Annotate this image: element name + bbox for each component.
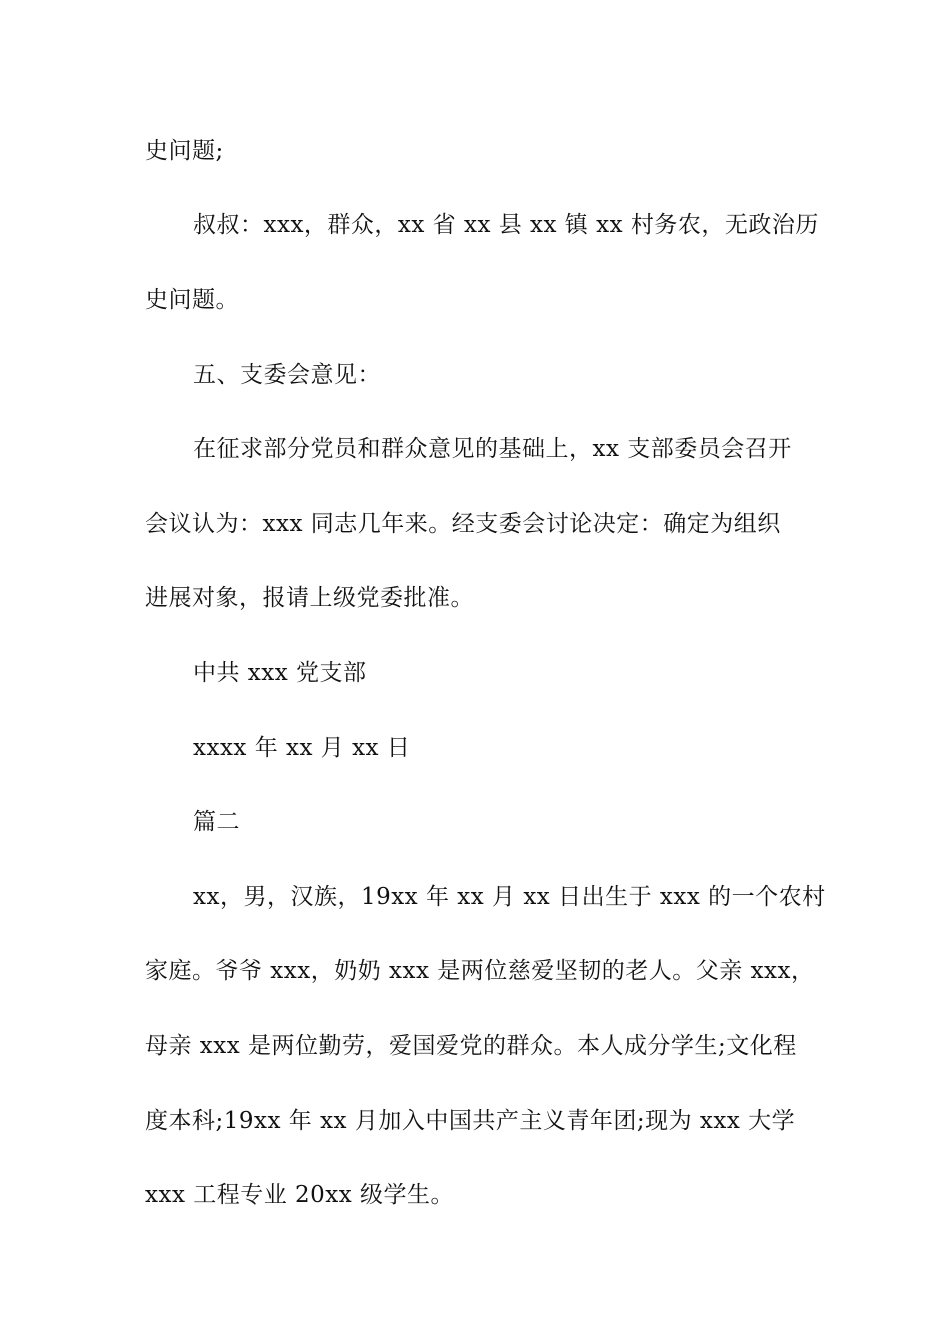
text-line: xx，男，汉族，19xx 年 xx 月 xx 日出生于 xxx 的一个农村 <box>193 884 826 910</box>
text-line: 进展对象，报请上级党委批准。 <box>145 585 474 611</box>
text-line: xxx 工程专业 20xx 级学生。 <box>145 1182 455 1208</box>
section-heading: 五、支委会意见： <box>193 362 381 388</box>
text-line: 叔叔：xxx，群众，xx 省 xx 县 xx 镇 xx 村务农，无政治历 <box>193 212 819 238</box>
text-line: 在征求部分党员和群众意见的基础上，xx 支部委员会召开 <box>193 436 792 462</box>
text-line: 母亲 xxx 是两位勤劳，爱国爱党的群众。本人成分学生;文化程 <box>145 1033 797 1059</box>
text-line: 史问题。 <box>145 287 239 313</box>
signature-date: xxxx 年 xx 月 xx 日 <box>193 735 411 761</box>
text-line: 史问题; <box>145 138 224 164</box>
text-line: 会议认为：xxx 同志几年来。经支委会讨论决定：确定为组织 <box>145 511 781 537</box>
text-line: 家庭。爷爷 xxx，奶奶 xxx 是两位慈爱坚韧的老人。父亲 xxx， <box>145 958 815 984</box>
text-line: 度本科;19xx 年 xx 月加入中国共产主义青年团;现为 xxx 大学 <box>145 1108 796 1134</box>
section-heading: 篇二 <box>193 809 240 835</box>
signature-organization: 中共 xxx 党支部 <box>193 660 367 686</box>
